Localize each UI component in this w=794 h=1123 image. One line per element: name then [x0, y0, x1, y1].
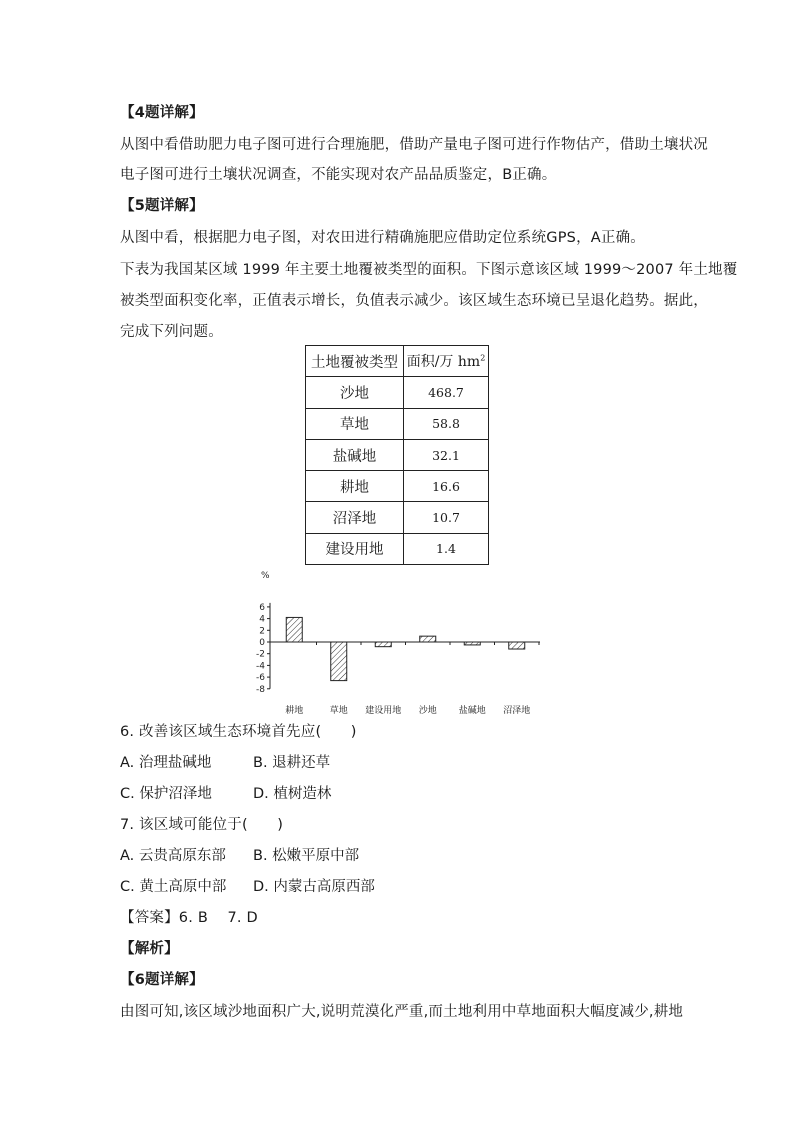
- section4-text-line2: 电子图可进行土壤状况调查，不能实现对农产品品质鉴定，B正确。: [120, 167, 557, 183]
- section6-heading: 【6题详解】: [120, 972, 204, 988]
- cell-area: 16.6: [404, 471, 489, 502]
- table-row: [306, 377, 489, 408]
- header-area-sup: 2: [480, 353, 486, 363]
- bar: [331, 642, 347, 681]
- y-tick-label: 4: [259, 614, 265, 625]
- y-tick-label: 0: [259, 638, 265, 648]
- y-tick-label: 6: [259, 602, 265, 613]
- x-category-label: 草地: [329, 706, 348, 716]
- x-category-label: 盐碱地: [458, 706, 486, 716]
- q7-stem: 7. 该区域可能位于( ): [120, 817, 284, 833]
- q6-option-d: D. 植树造林: [253, 786, 332, 802]
- cell-type: 草地: [306, 408, 404, 439]
- cell-area: 58.8: [404, 408, 489, 439]
- cell-type: 耕地: [306, 471, 404, 502]
- intro-line1: 下表为我国某区域 1999 年主要土地覆被类型的面积。下图示意该区域 1999～2007 年土地覆: [120, 262, 738, 278]
- table-row: [306, 502, 489, 533]
- header-type: 土地覆被类型: [306, 346, 404, 377]
- y-tick-label: -8: [256, 684, 265, 695]
- section4-heading: 【4题详解】: [120, 105, 204, 121]
- land-cover-table: [305, 345, 489, 565]
- cell-area: 468.7: [404, 377, 489, 408]
- q6-option-b: B. 退耕还草: [253, 755, 331, 771]
- q6-option-a: A. 治理盐碱地: [120, 755, 212, 771]
- q7-option-c: C. 黄土高原中部: [120, 879, 227, 895]
- y-tick-label: 2: [259, 626, 265, 637]
- cell-type: 建设用地: [306, 533, 404, 564]
- cell-area: 10.7: [404, 502, 489, 533]
- y-axis-unit-label: %: [261, 571, 270, 581]
- bar: [420, 636, 436, 642]
- analysis-heading: 【解析】: [120, 941, 179, 957]
- cell-type: 沙地: [306, 377, 404, 408]
- x-category-label: 耕地: [285, 706, 304, 716]
- x-category-label: 建设用地: [365, 706, 402, 716]
- table-header-row: [306, 346, 489, 377]
- q7-option-b: B. 松嫩平原中部: [253, 848, 360, 864]
- section5-heading: 【5题详解】: [120, 198, 204, 214]
- header-area: [404, 346, 489, 377]
- table-row: [306, 471, 489, 502]
- bar: [509, 642, 525, 649]
- section6-text: 由图可知,该区域沙地面积广大,说明荒漠化严重,而土地利用中草地面积大幅度减少,耕地: [120, 1004, 684, 1020]
- bar: [286, 617, 302, 642]
- q7-option-a: A. 云贵高原东部: [120, 848, 226, 864]
- section5-text: 从图中看，根据肥力电子图，对农田进行精确施肥应借助定位系统GPS，A正确。: [120, 230, 646, 246]
- table-row: [306, 533, 489, 564]
- x-category-label: 沼泽地: [503, 706, 531, 716]
- intro-line2: 被类型面积变化率，正值表示增长，负值表示减少。该区域生态环境已呈退化趋势。据此，: [120, 293, 708, 309]
- q7-option-d: D. 内蒙古高原西部: [253, 879, 375, 895]
- cell-type: 盐碱地: [306, 439, 404, 470]
- y-tick-label: -6: [256, 673, 265, 684]
- section4-text-line1: 从图中看借助肥力电子图可进行合理施肥，借助产量电子图可进行作物估产，借助土壤状况: [120, 137, 708, 153]
- y-tick-label: -2: [256, 649, 265, 660]
- y-tick-label: -4: [256, 661, 265, 672]
- bar: [464, 642, 480, 645]
- table-row: [306, 439, 489, 470]
- q6-option-c: C. 保护沼泽地: [120, 786, 212, 802]
- bar: [375, 642, 391, 647]
- cell-area: 32.1: [404, 439, 489, 470]
- answer-line: 【答案】6. B 7. D: [120, 910, 258, 926]
- table-row: [306, 408, 489, 439]
- intro-line3: 完成下列问题。: [120, 324, 223, 340]
- q6-stem: 6. 改善该区域生态环境首先应( ): [120, 724, 357, 740]
- cell-area: 1.4: [404, 533, 489, 564]
- header-area-text: 面积/万 hm: [406, 354, 481, 371]
- land-change-bar-chart: [250, 565, 550, 720]
- cell-type: 沼泽地: [306, 502, 404, 533]
- x-category-label: 沙地: [418, 706, 437, 716]
